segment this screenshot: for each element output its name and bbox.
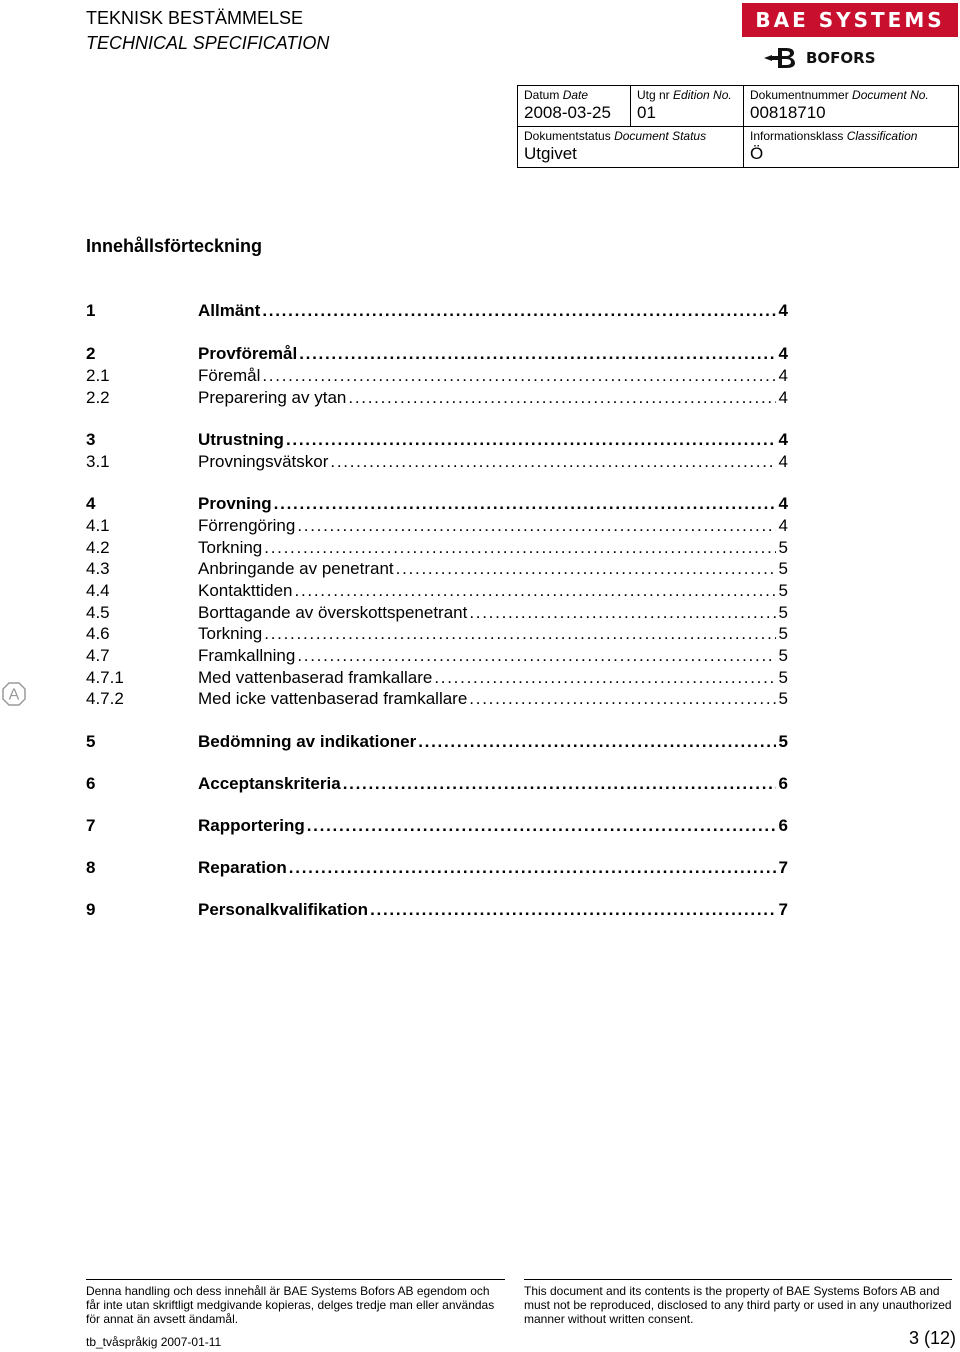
toc-entry-number: 2 [86, 344, 96, 363]
toc-entry-title: Personalkvalifikation [198, 900, 369, 919]
toc-entry[interactable] [86, 451, 788, 473]
document-number-value: 00818710 [750, 103, 826, 122]
toc-entry[interactable] [86, 899, 788, 921]
toc-entry-page: 6 [778, 816, 788, 835]
toc-entry-title: Acceptanskriteria [198, 774, 341, 793]
toc-entry-page: 5 [778, 646, 788, 665]
bae-systems-logo [742, 3, 958, 37]
bofors-logo [764, 46, 876, 70]
toc-entry-number: 7 [86, 816, 96, 835]
toc-entry-number: 4.6 [86, 624, 110, 643]
edition-label-sv: Utg nr [637, 88, 670, 102]
title-swedish: TEKNISK BESTÄMMELSE [86, 8, 304, 28]
date-value: 2008-03-25 [524, 103, 611, 122]
toc-entry-leader [262, 365, 775, 387]
toc-entry-number: 4.1 [86, 516, 110, 535]
toc-entry-leader [418, 731, 775, 753]
toc-entry-page: 4 [778, 494, 788, 513]
document-status-value: Utgivet [524, 144, 577, 163]
date-label-sv: Datum [524, 88, 560, 102]
toc-entry[interactable] [86, 623, 788, 645]
toc-entry-title: Provföremål [198, 344, 298, 363]
toc-entry-leader [434, 667, 775, 689]
toc-entry-number: 8 [86, 858, 96, 877]
date-label-en: Date [562, 88, 589, 102]
toc-entry[interactable] [86, 773, 788, 795]
toc-entry-page: 6 [778, 774, 788, 793]
edition-value: 01 [637, 103, 656, 122]
document-status-label [524, 127, 737, 143]
footer-divider-right [524, 1279, 952, 1280]
toc-entry-page: 5 [778, 668, 788, 687]
toc-entry-title: Borttagande av överskottspenetrant [198, 603, 468, 622]
toc-entry-page: 4 [778, 388, 788, 407]
status-label-en: Document Status [614, 129, 707, 143]
toc-entry-number: 9 [86, 900, 96, 919]
toc-entry-number: 4.4 [86, 581, 110, 600]
toc-entry-number: 6 [86, 774, 96, 793]
toc-entry-leader [274, 493, 776, 515]
toc-entry-leader [264, 623, 775, 645]
toc-entry-title: Förrengöring [198, 516, 296, 535]
toc-entry-title: Framkallning [198, 646, 296, 665]
toc-entry[interactable] [86, 558, 788, 580]
document-number-label [750, 86, 952, 102]
toc-entry-title: Föremål [198, 366, 261, 385]
title-english: TECHNICAL SPECIFICATION [86, 33, 330, 53]
toc-entry-page: 4 [778, 301, 788, 320]
toc-entry-page: 4 [778, 516, 788, 535]
toc-entry-number: 4.7.2 [86, 689, 124, 708]
edition-label [637, 86, 737, 102]
toc-entry-leader [295, 580, 776, 602]
toc-entry-leader [297, 515, 775, 537]
toc-entry-page: 5 [778, 538, 788, 557]
toc-entry-page: 7 [778, 858, 788, 877]
toc-entry[interactable] [86, 493, 788, 515]
toc-entry-number: 3.1 [86, 452, 110, 471]
toc-entry-leader [289, 857, 776, 879]
toc-entry-title: Preparering av ytan [198, 388, 347, 407]
toc-entry-page: 4 [778, 452, 788, 471]
document-status-cell [518, 127, 744, 168]
toc-entry-title: Bedömning av indikationer [198, 732, 417, 751]
document-metadata-table [517, 85, 959, 168]
toc-entry[interactable] [86, 387, 788, 409]
toc-entry-leader [307, 815, 776, 837]
toc-entry[interactable] [86, 365, 788, 387]
toc-entry-leader [370, 899, 775, 921]
toc-entry-number: 5 [86, 732, 96, 751]
date-cell [518, 86, 631, 127]
document-title [86, 6, 329, 56]
classification-label [750, 127, 952, 143]
toc-heading: Innehållsförteckning [86, 236, 263, 256]
classification-value: Ö [750, 144, 764, 163]
toc-entry-number: 4.5 [86, 603, 110, 622]
toc-entry-leader [330, 451, 775, 473]
docnum-label-sv: Dokumentnummer [750, 88, 849, 102]
edition-label-en: Edition No. [673, 88, 732, 102]
toc-entry-number: 4.2 [86, 538, 110, 557]
footer-notice-swedish: Denna handling och dess innehåll är BAE Systems Bofors AB egendom och får inte utan skriftligt medgivande kopieras, delges tredje man eller användas för annat än avsett ändamål. [86, 1284, 495, 1326]
toc-entry[interactable] [86, 667, 788, 689]
toc-entry[interactable] [86, 857, 788, 879]
toc-entry-title: Torkning [198, 624, 263, 643]
toc-entry[interactable] [86, 300, 788, 322]
footer-divider-left [86, 1279, 505, 1280]
toc-entry-title: Provning [198, 494, 272, 513]
toc-entry-title: Rapportering [198, 816, 305, 835]
toc-entry-number: 4 [86, 494, 96, 513]
toc-entry-leader [469, 688, 775, 710]
toc-entry[interactable] [86, 688, 788, 710]
toc-entry-leader [299, 343, 775, 365]
revision-mark-letter: A [8, 686, 20, 704]
date-label [524, 86, 624, 102]
document-number-cell [744, 86, 959, 127]
bofors-emblem-icon [764, 47, 798, 69]
toc-entry-number: 4.7 [86, 646, 110, 665]
toc-entry-leader [264, 537, 775, 559]
toc-entry[interactable] [86, 602, 788, 624]
class-label-en: Classification [846, 129, 918, 143]
toc-entry-leader [343, 773, 776, 795]
toc-entry-title: Med icke vattenbaserad framkallare [198, 689, 468, 708]
toc-entry-number: 4.3 [86, 559, 110, 578]
toc-entry-page: 7 [778, 900, 788, 919]
logo-secondary-text: BOFORS [806, 49, 876, 67]
toc-entry-title: Reparation [198, 858, 287, 877]
toc-entry[interactable] [86, 429, 788, 451]
footer-notice-english: This document and its contents is the property of BAE Systems Bofors AB and must not be reproduced, disclosed to any third party or used in any unauthorized manner without written consent. [524, 1284, 952, 1326]
toc-entry-page: 4 [778, 366, 788, 385]
toc-entry-page: 5 [778, 732, 788, 751]
status-label-sv: Dokumentstatus [524, 129, 611, 143]
toc-entry-leader [286, 429, 776, 451]
class-label-sv: Informationsklass [750, 129, 844, 143]
toc-entry-title: Torkning [198, 538, 263, 557]
toc-entry-leader [348, 387, 775, 409]
toc-entry-title: Kontakttiden [198, 581, 293, 600]
toc-entry[interactable] [86, 580, 788, 602]
edition-cell [631, 86, 744, 127]
toc-entry-leader [297, 645, 775, 667]
toc-entry-title: Utrustning [198, 430, 284, 449]
toc-entry-leader [396, 558, 776, 580]
logo-primary-text: BAE SYSTEMS [755, 8, 945, 32]
toc-entry-leader [262, 300, 775, 322]
toc-entry-leader [469, 602, 775, 624]
toc-entry-page: 5 [778, 624, 788, 643]
toc-entry-number: 1 [86, 301, 96, 320]
toc-entry[interactable] [86, 515, 788, 537]
toc-entry-number: 4.7.1 [86, 668, 124, 687]
toc-entry[interactable] [86, 537, 788, 559]
docnum-label-en: Document No. [852, 88, 929, 102]
revision-mark-icon [2, 682, 26, 706]
toc-entry-page: 5 [778, 559, 788, 578]
footer-form-id: tb_tvåspråkig 2007-01-11 [86, 1335, 222, 1349]
toc-entry-title: Med vattenbaserad framkallare [198, 668, 433, 687]
toc-entry-page: 5 [778, 689, 788, 708]
toc-entry-number: 3 [86, 430, 96, 449]
toc-entry-page: 4 [778, 430, 788, 449]
toc-entry[interactable] [86, 343, 788, 365]
toc-entry-number: 2.2 [86, 388, 110, 407]
toc-entry-page: 4 [778, 344, 788, 363]
toc-entry-title: Anbringande av penetrant [198, 559, 394, 578]
toc-entry-page: 5 [778, 603, 788, 622]
toc-entry-number: 2.1 [86, 366, 110, 385]
classification-cell [744, 127, 959, 168]
toc-entry[interactable] [86, 645, 788, 667]
toc-entry-page: 5 [778, 581, 788, 600]
toc-entry-title: Provningsvätskor [198, 452, 329, 471]
toc-entry[interactable] [86, 815, 788, 837]
toc-entry-title: Allmänt [198, 301, 261, 320]
toc-entry[interactable] [86, 731, 788, 753]
footer-page-number: 3 (12) [908, 1328, 956, 1348]
